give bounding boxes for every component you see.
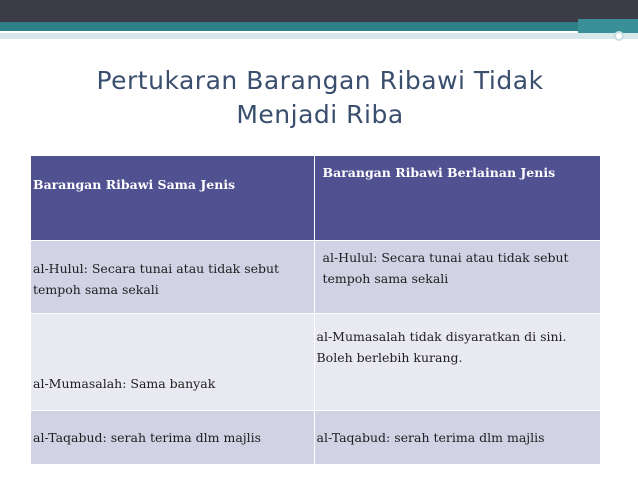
table-cell: al-Hulul: Secara tunai atau tidak sebut tempoh sama sekali bbox=[31, 241, 314, 314]
table-cell: al-Taqabud: serah terima dlm majlis bbox=[31, 411, 314, 465]
teal-accent-block bbox=[578, 19, 638, 33]
slide-title-line-2: Menjadi Riba bbox=[236, 100, 404, 129]
header-same-type: Barangan Ribawi Sama Jenis bbox=[31, 156, 314, 241]
slide-title-line-1: Pertukaran Barangan Ribawi Tidak bbox=[96, 66, 544, 95]
table-cell: al-Mumasalah: Sama banyak bbox=[31, 314, 314, 411]
table-row bbox=[31, 411, 600, 465]
table-cell: al-Hulul: Secara tunai atau tidak sebut tempoh sama sekali bbox=[314, 241, 600, 314]
table-cell: al-Taqabud: serah terima dlm majlis bbox=[314, 411, 600, 465]
slide-divider-line bbox=[0, 33, 638, 39]
slide-teal-strip bbox=[0, 22, 638, 31]
slide-title bbox=[60, 64, 580, 132]
table-header-row bbox=[31, 156, 600, 241]
comparison-table bbox=[31, 156, 600, 464]
table-row bbox=[31, 314, 600, 411]
header-different-type: Barangan Ribawi Berlainan Jenis bbox=[314, 156, 600, 241]
table-row bbox=[31, 241, 600, 314]
table-cell: al-Mumasalah tidak disyaratkan di sini. Boleh berlebih kurang. bbox=[314, 314, 600, 411]
slide-top-band bbox=[0, 0, 638, 22]
divider-circle-ornament bbox=[614, 31, 624, 41]
